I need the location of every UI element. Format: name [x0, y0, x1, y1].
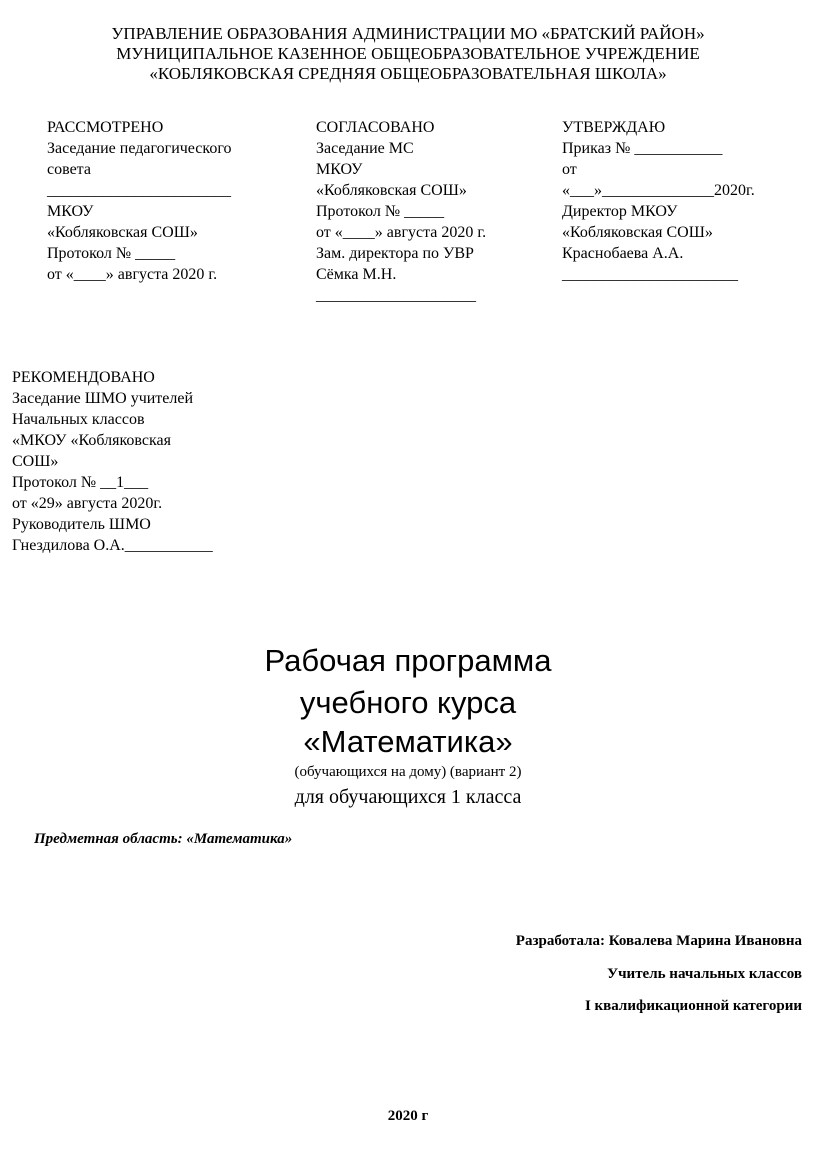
approved-line: Директор МКОУ — [562, 203, 678, 220]
reviewed-line: Протокол № _____ — [47, 245, 176, 262]
approved-line: «Кобляковская СОШ» — [562, 224, 713, 241]
program-title-line-1: Рабочая программа — [264, 643, 552, 678]
reviewed-line: РАССМОТРЕНО — [47, 119, 164, 136]
agreed-block — [316, 117, 486, 306]
approved-line: Приказ № ___________ — [562, 140, 723, 157]
subject-area: Предметная область: «Математика» — [34, 831, 293, 847]
recommended-line: Начальных классов — [12, 411, 145, 428]
recommended-line: Гнездилова О.А.___________ — [12, 537, 213, 554]
author-position: Учитель начальных классов — [607, 966, 802, 982]
agreed-line: СОГЛАСОВАНО — [316, 119, 435, 136]
header-line-2: МУНИЦИПАЛЬНОЕ КАЗЕННОЕ ОБЩЕОБРАЗОВАТЕЛЬНОЕ УЧРЕЖДЕНИЕ — [116, 44, 700, 63]
reviewed-line: «Кобляковская СОШ» — [47, 224, 198, 241]
approved-line: от — [562, 161, 577, 178]
program-audience: для обучающихся 1 класса — [294, 786, 522, 808]
approved-block — [562, 117, 755, 285]
recommended-line: РЕКОМЕНДОВАНО — [12, 369, 155, 386]
reviewed-line: _______________________ — [47, 182, 231, 199]
reviewed-line: от «____» августа 2020 г. — [47, 266, 218, 283]
program-title-line-3: «Математика» — [303, 724, 513, 759]
recommended-line: от «29» августа 2020г. — [12, 495, 163, 512]
agreed-line: Сёмка М.Н. — [316, 266, 397, 283]
agreed-line: Заседание МС — [316, 140, 414, 157]
recommended-line: Заседание ШМО учителей — [12, 390, 194, 407]
agreed-line: от «____» августа 2020 г. — [316, 224, 487, 241]
document-year: 2020 г — [387, 1108, 429, 1124]
recommended-line: СОШ» — [12, 453, 59, 470]
agreed-line: МКОУ — [316, 161, 363, 178]
agreed-line: Протокол № _____ — [316, 203, 445, 220]
reviewed-block — [47, 117, 232, 285]
agreed-line: ____________________ — [316, 287, 476, 304]
reviewed-line: МКОУ — [47, 203, 94, 220]
approved-line: УТВЕРЖДАЮ — [562, 119, 666, 136]
author-category: I квалификационной категории — [584, 998, 802, 1014]
program-title-line-2: учебного курса — [299, 685, 517, 720]
reviewed-line: Заседание педагогического — [47, 140, 232, 157]
header-line-1: УПРАВЛЕНИЕ ОБРАЗОВАНИЯ АДМИНИСТРАЦИИ МО «БРАТСКИЙ РАЙОН» — [111, 24, 705, 43]
program-variant: (обучающихся на дому) (вариант 2) — [294, 764, 522, 780]
header-line-3: «КОБЛЯКОВСКАЯ СРЕДНЯЯ ОБЩЕОБРАЗОВАТЕЛЬНАЯ ШКОЛА» — [149, 64, 667, 83]
author-name: Разработала: Ковалева Марина Ивановна — [515, 933, 802, 949]
approved-line: «___»______________2020г. — [562, 182, 755, 199]
reviewed-line: совета — [47, 161, 91, 178]
agreed-line: Зам. директора по УВР — [316, 245, 474, 262]
recommended-line: Руководитель ШМО — [12, 516, 151, 533]
recommended-line: Протокол № __1___ — [12, 474, 149, 491]
approved-line: Краснобаева А.А. — [562, 245, 684, 262]
recommended-line: «МКОУ «Кобляковская — [12, 432, 171, 449]
recommended-block — [12, 367, 213, 556]
agreed-line: «Кобляковская СОШ» — [316, 182, 467, 199]
approved-line: ______________________ — [562, 266, 738, 283]
